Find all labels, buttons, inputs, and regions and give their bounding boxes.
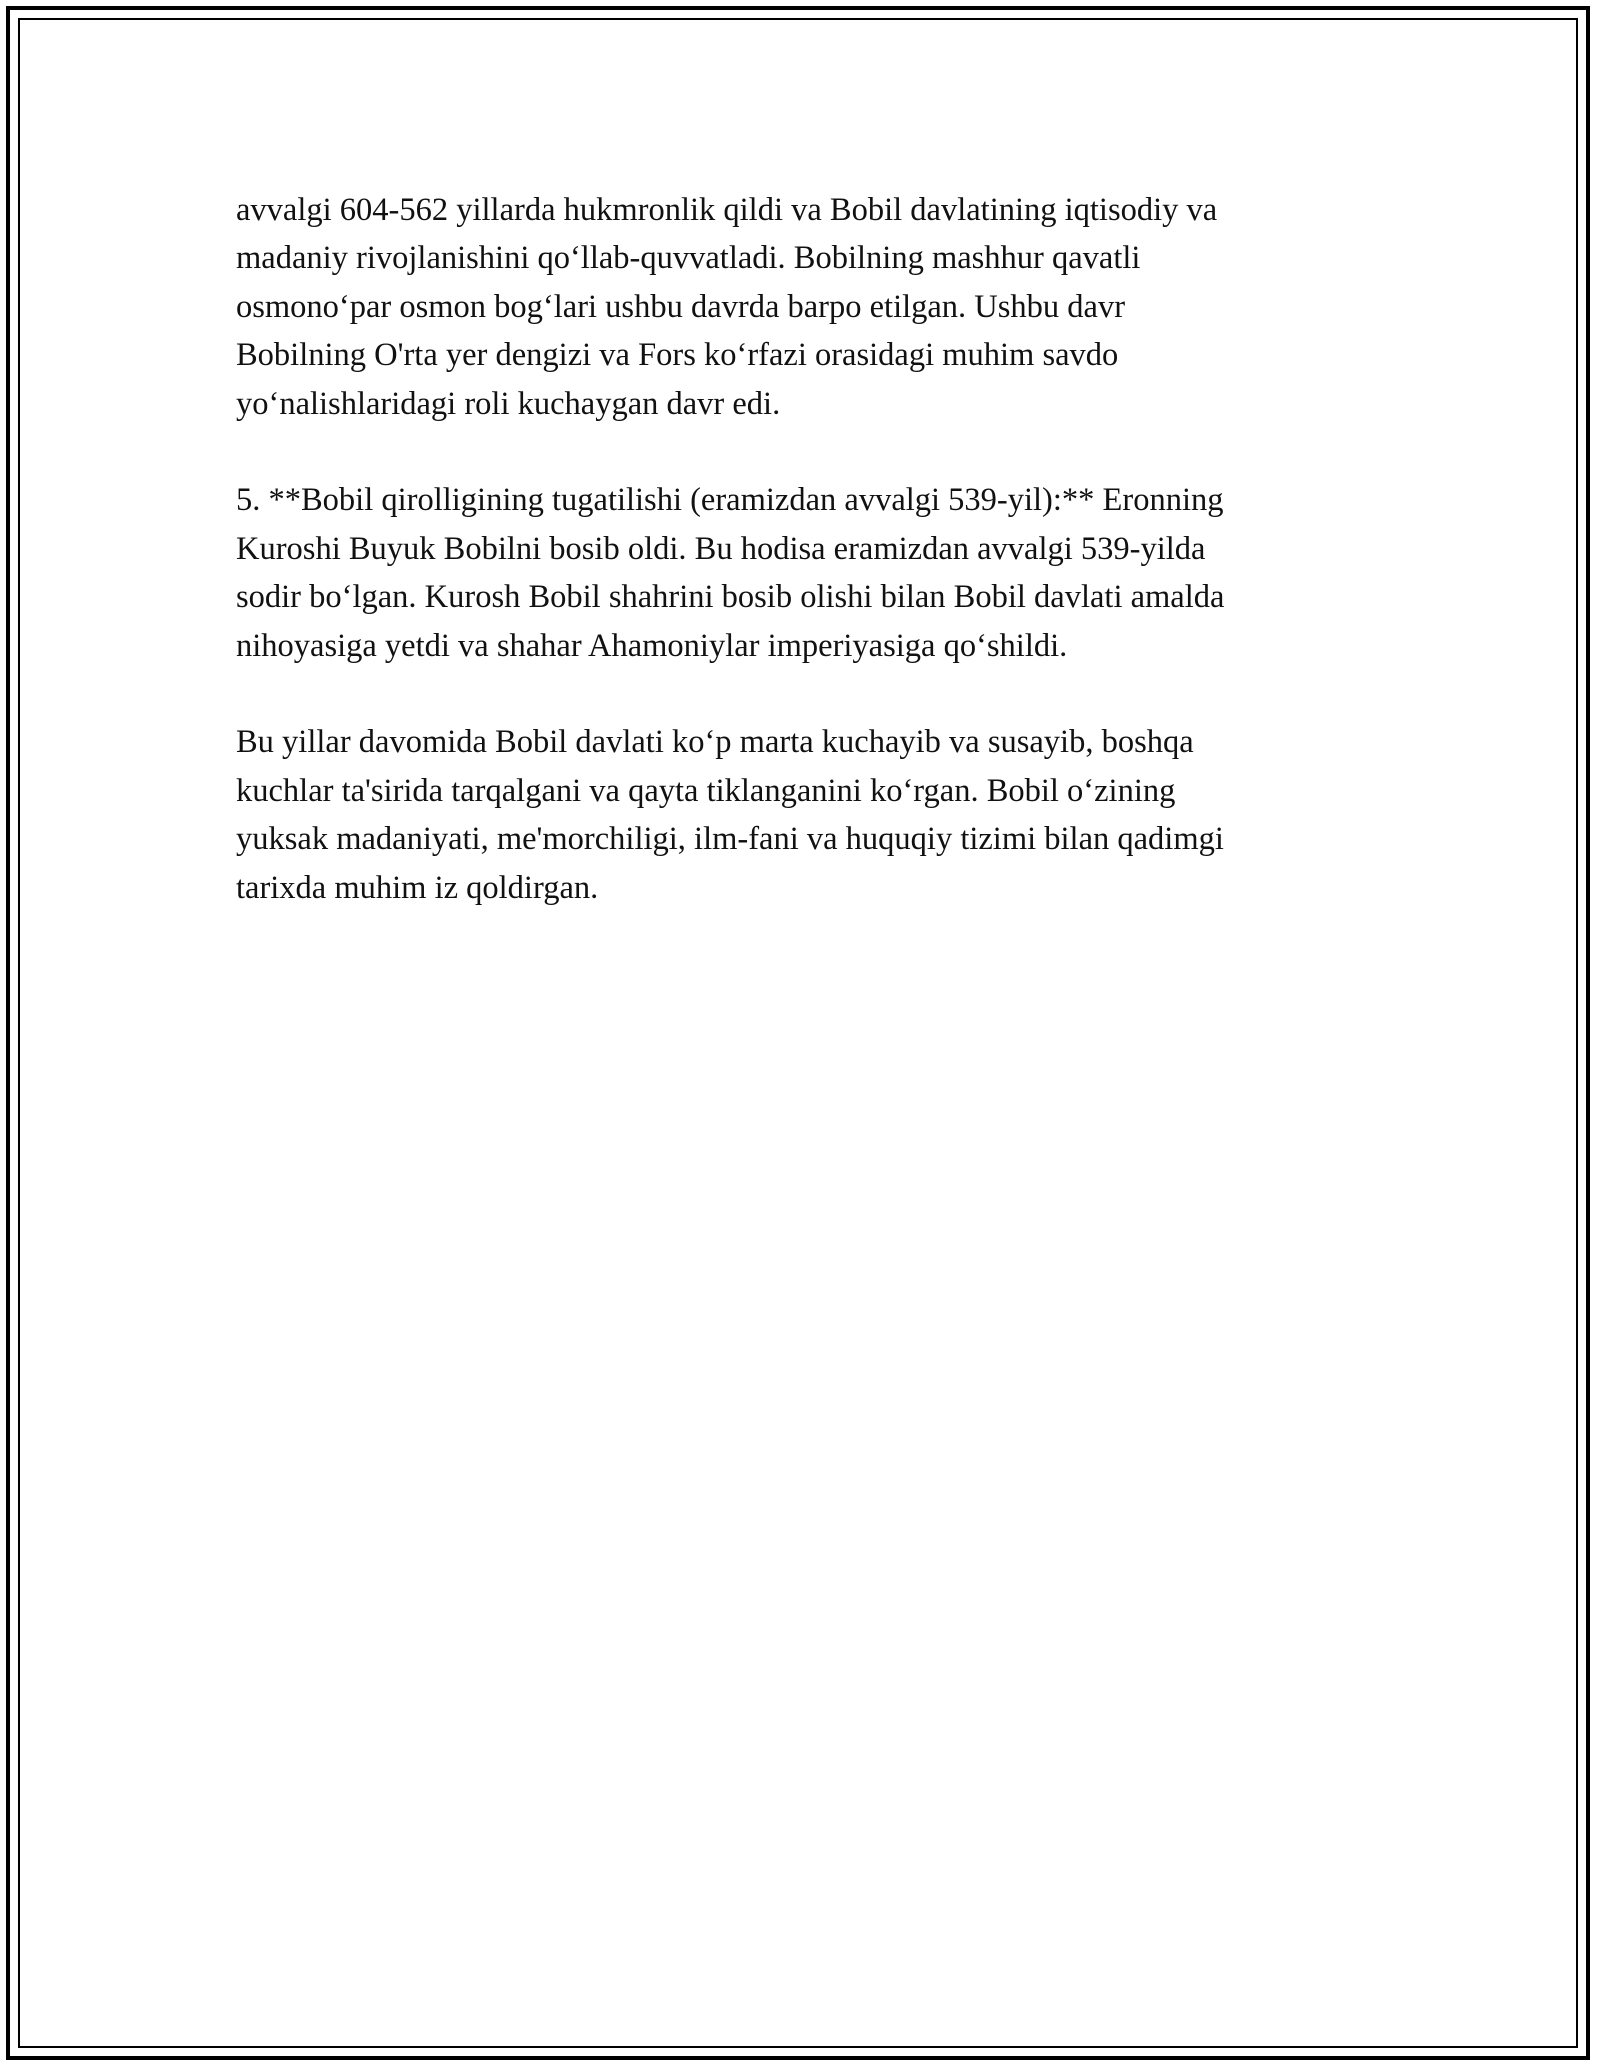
text-line: madaniy rivojlanishini qo‘llab-quvvatladi. Bobilning mashhur qavatli bbox=[236, 240, 1141, 277]
text-line: yuksak madaniyati, me'morchiligi, ilm-fani va huquqiy tizimi bilan qadimgi bbox=[236, 821, 1224, 858]
text-line: sodir bo‘lgan. Kurosh Bobil shahrini bosib olishi bilan Bobil davlati amalda bbox=[236, 579, 1225, 616]
paragraph-end-of-kingdom bbox=[236, 476, 1366, 670]
text-line: avvalgi 604-562 yillarda hukmronlik qildi va Bobil davlatining iqtisodiy va bbox=[236, 192, 1218, 228]
text-line: Bobilning O'rta yer dengizi va Fors ko‘rfazi orasidagi muhim savdo bbox=[236, 337, 1119, 374]
text-line: osmono‘par osmon bog‘lari ushbu davrda barpo etilgan. Ushbu davr bbox=[236, 288, 1126, 325]
text-line: yo‘nalishlaridagi roli kuchaygan davr edi. bbox=[236, 385, 781, 422]
document-body bbox=[236, 186, 1366, 960]
paragraph-conclusion bbox=[236, 718, 1366, 912]
text-line: tarixda muhim iz qoldirgan. bbox=[236, 869, 599, 906]
text-line: Kuroshi Buyuk Bobilni bosib oldi. Bu hodisa eramizdan avvalgi 539-yilda bbox=[236, 530, 1206, 567]
text-line: nihoyasiga yetdi va shahar Ahamoniylar imperiyasiga qo‘shildi. bbox=[236, 627, 1068, 664]
paragraph-hanging-gardens bbox=[236, 186, 1366, 428]
text-line: kuchlar ta'sirida tarqalgani va qayta tiklanganini ko‘rgan. Bobil o‘zining bbox=[236, 772, 1176, 809]
text-line: 5. **Bobil qirolligining tugatilishi (eramizdan avvalgi 539-yil):** Eronning bbox=[236, 482, 1224, 519]
text-line: Bu yillar davomida Bobil davlati ko‘p marta kuchayib va susayib, boshqa bbox=[236, 724, 1194, 761]
